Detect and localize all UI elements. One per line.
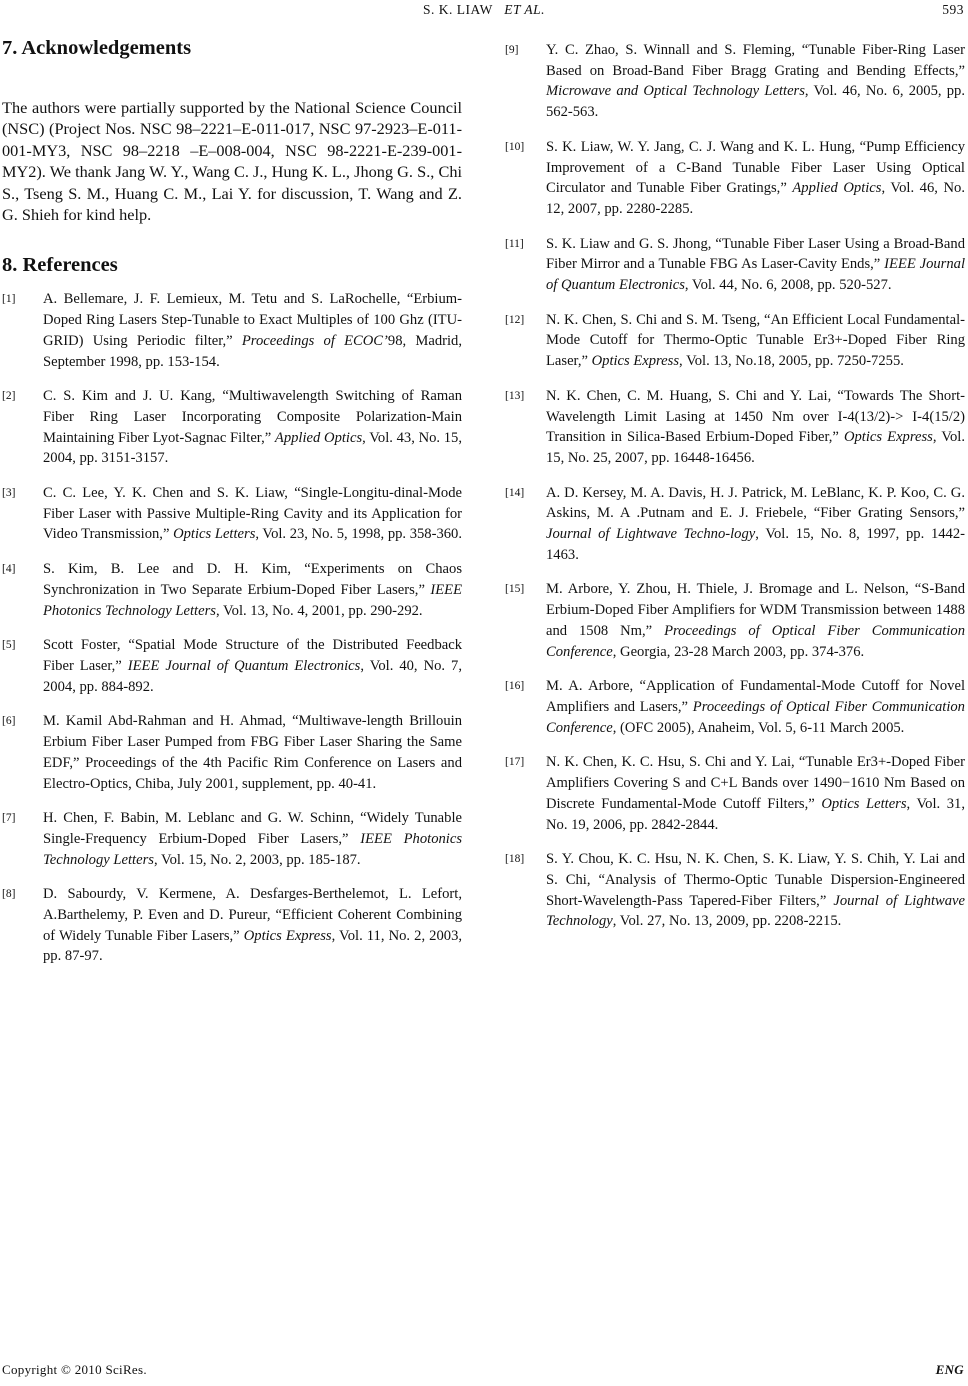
- reference-number: [15]: [505, 583, 525, 596]
- reference-text: C. S. Kim and J. U. Kang, “Multiwavelength Switching of Raman Fiber Ring Laser Incorporating Composite Polarization-Main Maintaining Fiber Lyot-Sagnac Filter,”: [43, 388, 462, 446]
- reference-item: [505, 849, 965, 932]
- reference-venue: Applied Optics: [792, 180, 882, 197]
- reference-venue: Proceedings of ECOC’: [241, 332, 388, 349]
- reference-number: [9]: [505, 44, 519, 56]
- reference-number: [7]: [2, 812, 16, 825]
- reference-details: , Vol. 46, No. 6, 2005, pp. 562-563.: [546, 83, 965, 121]
- reference-venue: Proceedings of Optical Fiber Communication Conference: [546, 698, 965, 736]
- reference-item: [505, 40, 965, 123]
- reference-venue: Journal of Lightwave Technology: [546, 892, 965, 930]
- copyright-notice: Copyright © 2010 SciRes.: [2, 1362, 147, 1377]
- reference-number: [14]: [505, 486, 525, 499]
- reference-text: Y. C. Zhao, S. Winnall and S. Fleming, “Tunable Fiber-Ring Laser Based on Broad-Band Fiber Bragg Grating and Bending Effects,”: [546, 42, 965, 79]
- reference-venue: Microwave and Optical Technology Letters: [546, 83, 805, 100]
- reference-number: [17]: [505, 756, 525, 769]
- reference-number: [13]: [505, 389, 525, 402]
- acknowledgements-heading: 7. Acknowledgements: [2, 37, 192, 59]
- reference-details: , Vol. 31, No. 19, 2006, pp. 2842-2844.: [546, 795, 965, 833]
- reference-item: [505, 483, 965, 566]
- running-title: [0, 2, 968, 18]
- left-column: [2, 36, 462, 967]
- reference-venue: Applied Optics: [274, 429, 363, 446]
- reference-venue: Optics Express: [843, 429, 933, 446]
- reference-item: [2, 386, 462, 469]
- reference-details: , Vol. 13, No.18, 2005, pp. 7250-7255.: [679, 353, 904, 370]
- reference-number: [8]: [2, 888, 16, 901]
- reference-item: [505, 137, 965, 220]
- reference-details: , Vol. 40, No. 7, 2004, pp. 884-892.: [43, 657, 462, 695]
- reference-venue: Optics Letters: [821, 795, 907, 812]
- reference-text: N. K. Chen, K. C. Hsu, S. Chi and Y. Lai, “Tunable Er3+-Doped Fiber Amplifiers Covering S and C+L Bands over 1490−1610 Nm Based on Discrete Fundamental-Mode Cutoff Filters,”: [546, 754, 965, 812]
- reference-item: [505, 310, 965, 372]
- reference-item: [2, 559, 462, 621]
- reference-number: [2]: [2, 390, 16, 403]
- reference-text: M. Arbore, Y. Zhou, H. Thiele, J. Bromage and L. Nelson, “S-Band Erbium-Doped Fiber Amplifiers for WDM Transmission between 1488 and 1508 Nm,”: [546, 581, 965, 639]
- reference-item: [2, 884, 462, 967]
- reference-number: [1]: [2, 293, 16, 306]
- reference-venue: Optics Letters: [173, 526, 256, 543]
- reference-number: [3]: [2, 487, 16, 500]
- reference-text: M. A. Arbore, “Application of Fundamental-Mode Cutoff for Novel Amplifiers and Lasers,”: [546, 678, 965, 715]
- reference-text: H. Chen, F. Babin, M. Leblanc and G. W. Schinn, “Widely Tunable Single-Frequency Erbium-Doped Fiber Lasers,”: [43, 810, 462, 847]
- reference-details: , Vol. 27, No. 13, 2009, pp. 2208-2215.: [612, 913, 842, 930]
- reference-text: M. Kamil Abd-Rahman and H. Ahmad, “Multiwave-length Brillouin Erbium Fiber Laser Pumped from FBG Fiber Laser Sharing the Same EDF,” Proceedings of the 4th Pacific Rim Conference on Lasers and Electro-Optics, Chiba, July 2001, supplement, pp. 40-41.: [43, 713, 462, 792]
- reference-venue: Optics Express: [243, 927, 332, 944]
- reference-item: [2, 289, 462, 372]
- reference-item: [505, 676, 965, 738]
- reference-details: 98, Madrid, September 1998, pp. 153-154.: [43, 332, 462, 370]
- reference-item: [2, 711, 462, 794]
- reference-details: , Vol. 15, No. 2, 2003, pp. 185-187.: [153, 851, 361, 868]
- reference-details: , (OFC 2005), Anaheim, Vol. 5, 6-11 March 2005.: [612, 719, 905, 736]
- reference-text: A. Bellemare, J. F. Lemieux, M. Tetu and S. LaRochelle, “Erbium-Doped Ring Lasers Step-Tunable to Exact Multiples of 100 Ghz (ITU-GRID) Using Periodic filter,”: [43, 291, 462, 349]
- reference-details: , Vol. 11, No. 2, 2003, pp. 87-97.: [43, 927, 463, 965]
- reference-number: [12]: [505, 313, 525, 326]
- reference-venue: Optics Express: [591, 353, 680, 370]
- reference-details: , Vol. 15, No. 25, 2007, pp. 16448-16456.: [546, 429, 965, 466]
- reference-text: D. Sabourdy, V. Kermene, A. Desfarges-Berthelemot, L. Lefort, A.Barthelemy, P. Even and D. Pureur, “Efficient Coherent Combining of Widely Tunable Fiber Lasers,”: [43, 886, 462, 944]
- reference-venue: Proceedings of Optical Fiber Communication Conference: [546, 622, 965, 660]
- reference-venue: Journal of Lightwave Techno-logy: [546, 526, 756, 543]
- reference-item: [2, 808, 462, 870]
- reference-venue: IEEE Photonics Technology Letters: [43, 830, 462, 868]
- reference-number: [18]: [505, 853, 525, 866]
- reference-text: A. D. Kersey, M. A. Davis, H. J. Patrick, M. LeBlanc, K. P. Koo, C. G. Askins, M. A .Putnam and E. J. Friebele, “Fiber Grating Sensors,”: [546, 484, 965, 522]
- reference-number: [11]: [505, 237, 524, 250]
- reference-item: [2, 483, 462, 545]
- running-title-etal: ET AL.: [504, 2, 546, 17]
- reference-venue: IEEE Journal of Quantum Electronics: [127, 657, 361, 674]
- reference-text: N. K. Chen, C. M. Huang, S. Chi and Y. Lai, “Towards The Short-Wavelength Limit Lasing at 1450 Nm over I-4(13/2)-> I-4(15/2) Transition in Silica-Based Erbium-Doped Fiber,”: [546, 387, 965, 446]
- acknowledgements-text: The authors were partially supported by the National Science Council (NSC) (Project Nos. NSC 98–2221–E-011-017, NSC 97-2923–E-011-001-MY3, NSC 98–2218 –E–008-004, NSC 98-2221-E-239-001-MY2). We thank Jang W. Y., Wang C. J., Hung K. L., Jhong G. S., Chi S., Tseng S. M., Huang C. M., Lai Y. for discussion, T. Wang and Z. G. Shieh for kind help.: [2, 98, 462, 225]
- reference-text: C. C. Lee, Y. K. Chen and S. K. Liaw, “Single-Longitu-dinal-Mode Fiber Laser with Passive Multiple-Ring Cavity and its Application for Video Transmission,”: [43, 485, 462, 543]
- journal-abbreviation: ENG: [935, 1362, 964, 1377]
- reference-details: , Vol. 44, No. 6, 2008, pp. 520-527.: [684, 277, 892, 294]
- right-column: [505, 40, 965, 932]
- reference-venue: IEEE Journal of Quantum Electronics: [546, 256, 965, 294]
- reference-number: [10]: [505, 140, 525, 153]
- reference-text: S. K. Liaw and G. S. Jhong, “Tunable Fiber Laser Using a Broad-Band Fiber Mirror and a Tunable FBG As Laser-Cavity Ends,”: [546, 235, 965, 273]
- reference-text: S. Y. Chou, K. C. Hsu, N. K. Chen, S. K. Liaw, Y. S. Chih, Y. Lai and S. Chi, “Analysis of Thermo-Optic Tunable Dispersion-Engineered Short-Wavelength-Pass Tapered-Fiber Filters,”: [546, 851, 965, 909]
- reference-number: [4]: [2, 563, 16, 576]
- references-heading: 8. References: [2, 254, 118, 277]
- reference-number: [16]: [505, 680, 525, 693]
- reference-details: , Vol. 46, No. 12, 2007, pp. 2280-2285.: [546, 180, 965, 217]
- reference-text: N. K. Chen, S. Chi and S. M. Tseng, “An Efficient Local Fundamental-Mode Cutoff for Thermo-Optic Tunable Er3+-Doped Fiber Ring Laser,”: [546, 311, 965, 370]
- reference-details: , Vol. 43, No. 15, 2004, pp. 3151-3157.: [43, 429, 463, 467]
- reference-text: S. Kim, B. Lee and D. H. Kim, “Experiments on Chaos Synchronization in Two Separate Erbium-Doped Fiber Lasers,”: [43, 561, 462, 598]
- reference-item: [2, 635, 462, 697]
- reference-text: S. K. Liaw, W. Y. Jang, C. J. Wang and K. L. Hung, “Pump Efficiency Improvement of a C-Band Tunable Fiber Laser Using Optical Circulator and Tunable Fiber Gratings,”: [546, 138, 965, 197]
- reference-details: , Georgia, 23-28 March 2003, pp. 374-376.: [612, 643, 865, 660]
- reference-number: [6]: [2, 715, 16, 728]
- page-number: 593: [942, 2, 964, 17]
- reference-item: [505, 234, 965, 296]
- reference-number: [5]: [2, 639, 16, 652]
- reference-details: , Vol. 23, No. 5, 1998, pp. 358-360.: [255, 526, 462, 543]
- reference-venue: IEEE Photonics Technology Letters: [43, 581, 462, 619]
- reference-details: , Vol. 15, No. 8, 1997, pp. 1442-1463.: [546, 526, 965, 563]
- reference-details: , Vol. 13, No. 4, 2001, pp. 290-292.: [215, 602, 423, 619]
- running-header: [0, 0, 968, 22]
- reference-text: Scott Foster, “Spatial Mode Structure of the Distributed Feedback Fiber Laser,”: [43, 637, 462, 674]
- page-footer: [2, 1362, 964, 1378]
- running-title-authors: S. K. LIAW: [422, 2, 493, 17]
- reference-item: [505, 752, 965, 835]
- reference-item: [505, 579, 965, 662]
- reference-item: [505, 386, 965, 469]
